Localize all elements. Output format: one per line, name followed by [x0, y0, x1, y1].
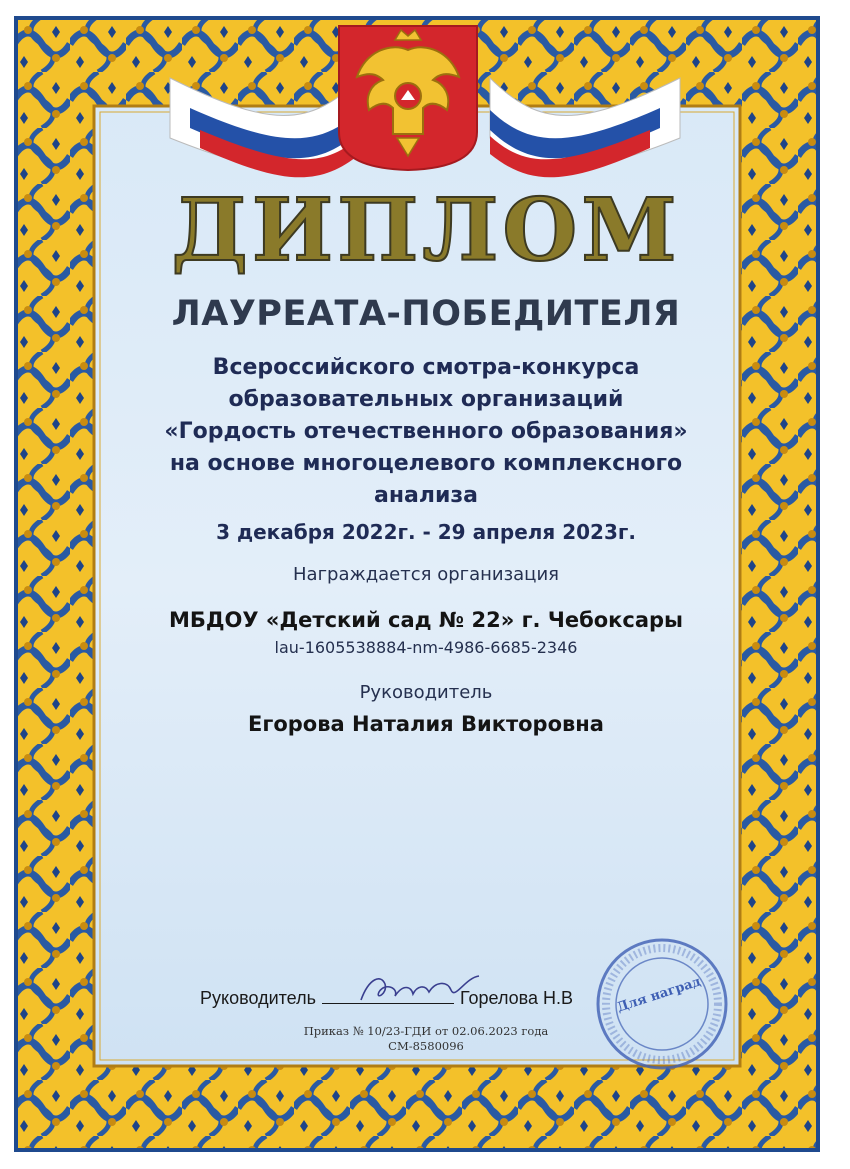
event-description: [96, 352, 756, 512]
order-line: Приказ № 10/23-ГДИ от 02.06.2023 года: [303, 1024, 549, 1038]
signer-label: Руководитель: [200, 988, 316, 1008]
diploma-title: ДИПЛОМ: [171, 180, 681, 281]
head-name: Егорова Наталия Викторовна: [248, 712, 604, 736]
organization-name: МБДОУ «Детский сад № 22» г. Чебоксары: [168, 608, 684, 632]
event-dates: 3 декабря 2022г. - 29 апреля 2023г.: [216, 520, 636, 544]
stamp-text: Для наград: [615, 974, 703, 1016]
organization-stamp: [594, 936, 730, 1072]
event-line: анализа: [373, 483, 479, 508]
event-line: образовательных организаций: [228, 387, 624, 412]
diploma-subtitle: ЛАУРЕАТА-ПОБЕДИТЕЛЯ: [171, 294, 681, 334]
diploma-content: [96, 108, 756, 1078]
handwritten-signature: [355, 970, 485, 1010]
signer-name: Горелова Н.В: [459, 988, 574, 1008]
diploma-code: lau-1605538884-nm-4986-6685-2346: [274, 638, 578, 657]
event-line: Всероссийского смотра-конкурса: [212, 355, 640, 380]
event-line: на основе многоцелевого комплексного: [169, 451, 683, 476]
certificate-number: СМ-8580096: [388, 1039, 464, 1053]
head-label: Руководитель: [359, 682, 493, 703]
awarded-label: Награждается организация: [293, 564, 559, 585]
event-line: «Гордость отечественного образования»: [164, 419, 688, 444]
